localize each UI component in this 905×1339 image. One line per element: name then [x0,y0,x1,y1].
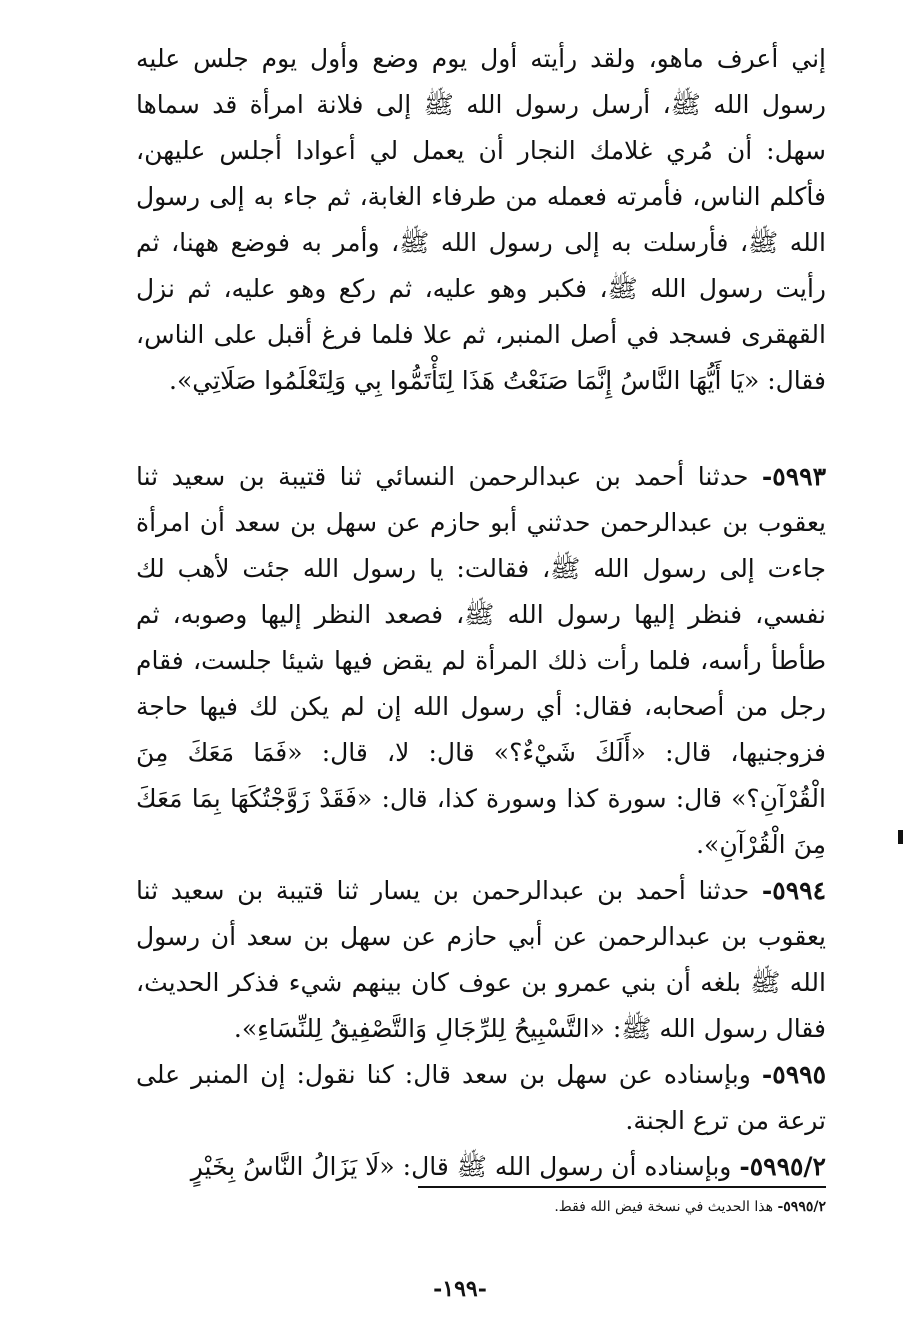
hadith-text: إني أعرف ماهو، ولقد رأيته أول يوم وضع وأول يوم جلس عليه رسول الله ﷺ، أرسل رسول الله ﷺ إلى فلانة امرأة قد سماها سهل: أن مُري غلامك النجار أن يعمل لي أعوادا أجلس عليهن، فأكلم الناس، فأمرته فعمله من طرفاء الغابة، ثم جاء به إلى رسول الله ﷺ، فأرسلت به إلى رسول الله ﷺ، وأمر به فوضع ههنا، ثم رأيت رسول الله ﷺ، فكبر وهو عليه، ثم ركع وهو عليه، ثم نزل القهقرى فسجد في أصل المنبر، ثم علا فلما فرغ أقبل على الناس، فقال: «يَا أَيُّهَا النَّاسُ إِنَّمَا صَنَعْتُ هَذَا لِتَأْتَمُّوا بِي وَلِتَعْلَمُوا صَلَاتِي». [136,44,826,395]
margin-mark [898,830,903,844]
paragraph-gap [136,404,826,454]
footnote-text: هذا الحديث في نسخة فيض الله فقط. [554,1199,774,1215]
hadith-text: حدثنا أحمد بن عبدالرحمن النسائي ثنا قتيبة بن سعيد ثنا يعقوب بن عبدالرحمن حدثني أبو حازم عن سهل بن سعد أن امرأة جاءت إلى رسول الله ﷺ، فقالت: يا رسول الله جئت لأهب لك نفسي، فنظر إليها رسول الله ﷺ، فصعد النظر إليها وصوبه، ثم طأطأ رأسه، فلما رأت ذلك المرأة لم يقض فيها شيئا جلست، فقام رجل من أصحابه، فقال: أي رسول الله إن لم يكن لك فيها حاجة فزوجنيها، قال: «أَلَكَ شَيْءٌ؟» قال: لا، قال: «فَمَا مَعَكَ مِنَ الْقُرْآنِ؟» قال: سورة كذا وسورة كذا، قال: «فَقَدْ زَوَّجْتُكَهَا بِمَا مَعَكَ مِنَ الْقُرْآنِ». [136,462,826,859]
hadith-5995-2 [136,1144,826,1190]
hadith-5994 [136,868,826,1052]
hadith-number: ٥٩٩٥/٢- [739,1152,826,1181]
hadith-5993 [136,454,826,868]
hadith-number: ٥٩٩٣- [761,462,826,491]
footnote-number: ٥٩٩٥/٢- [777,1199,826,1215]
hadith-text: وبإسناده أن رسول الله ﷺ قال: «لَا يَزَالُ النَّاسُ بِخَيْرٍ [190,1152,732,1181]
footnote-divider [418,1186,826,1188]
hadith-text: حدثنا أحمد بن عبدالرحمن بن يسار ثنا قتيبة بن سعيد ثنا يعقوب بن عبدالرحمن عن أبي حازم عن سهل بن سعد أن رسول الله ﷺ بلغه أن بني عمرو بن عوف كان بينهم شيء فذكر الحديث، فقال رسول الله ﷺ: «التَّسْبِيحُ لِلرِّجَالِ وَالتَّصْفِيقُ لِلنِّسَاءِ». [136,876,826,1043]
footnote [418,1196,826,1218]
hadith-number: ٥٩٩٤- [761,876,826,905]
page-number: -١٩٩- [433,1276,487,1302]
main-text [136,36,826,1190]
hadith-number: ٥٩٩٥- [761,1060,827,1089]
hadith-5995 [136,1052,826,1144]
paragraph-continuation [136,36,826,404]
hadith-text: وبإسناده عن سهل بن سعد قال: كنا نقول: إن المنبر على ترعة من ترع الجنة. [136,1060,826,1135]
